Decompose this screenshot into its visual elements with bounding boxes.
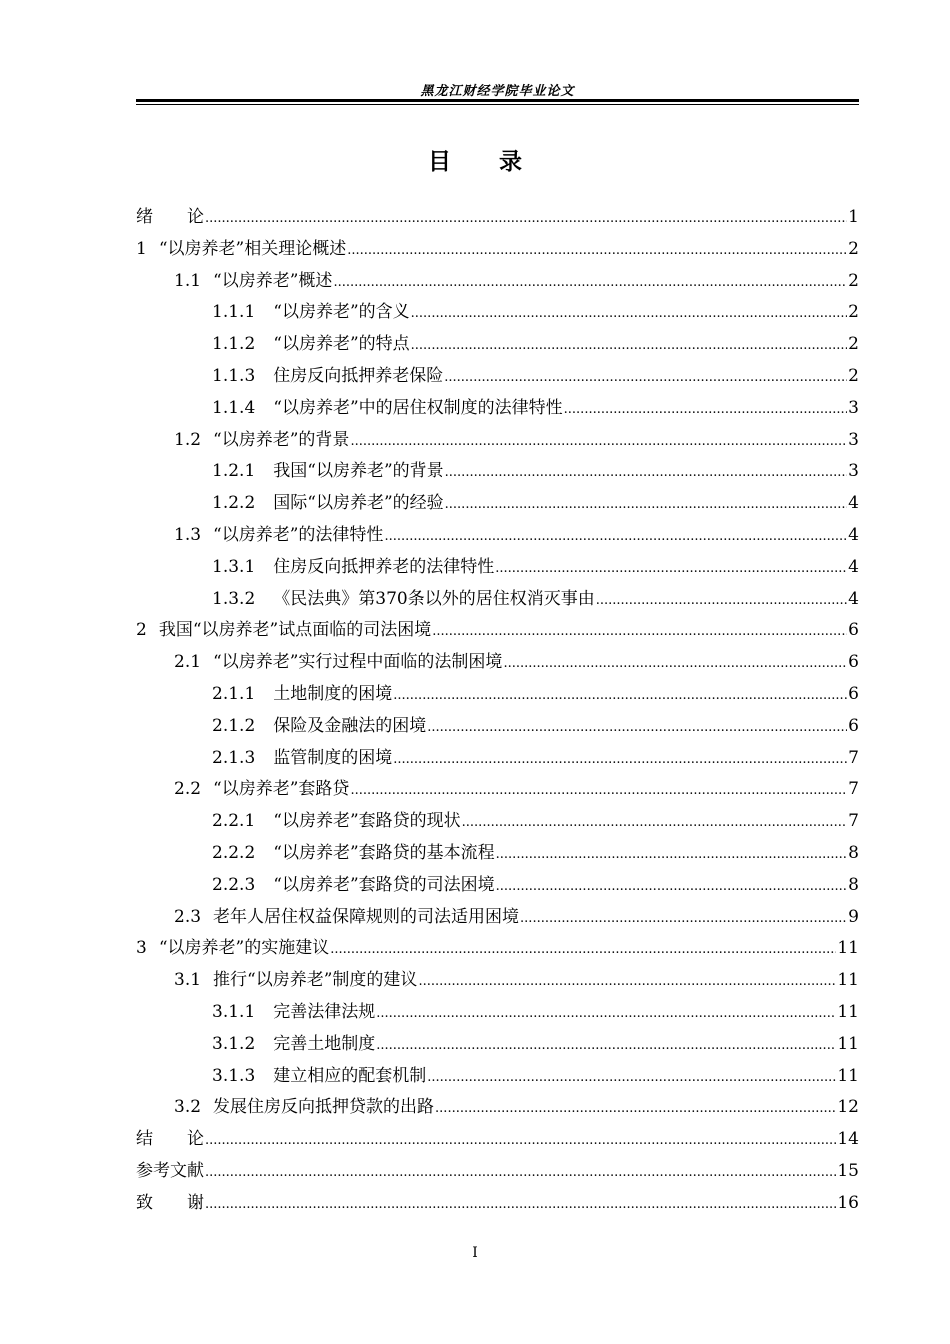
toc-entry-page: 8 bbox=[848, 874, 859, 895]
toc-entry-number: 2.2 bbox=[174, 779, 202, 800]
toc-entry-number: 1.1 bbox=[174, 270, 202, 291]
toc-entry-title: 致 谢 bbox=[136, 1192, 204, 1213]
toc-leader-dots bbox=[444, 362, 847, 394]
toc-leader-dots bbox=[330, 934, 836, 966]
toc-leader-dots bbox=[520, 903, 847, 935]
toc-entry[interactable] bbox=[136, 266, 859, 298]
toc-leader-dots bbox=[393, 680, 847, 712]
toc-entry-title: 完善土地制度 bbox=[273, 1033, 376, 1054]
toc-leader-dots bbox=[411, 298, 848, 330]
toc-leader-dots bbox=[376, 1030, 836, 1062]
toc-leader-dots bbox=[418, 966, 836, 998]
toc-leader-dots bbox=[205, 1189, 836, 1221]
toc-entry-title: 建立相应的配套机制 bbox=[273, 1065, 427, 1086]
toc-entry-number: 2.2.2 bbox=[212, 842, 256, 863]
toc-leader-dots bbox=[596, 585, 847, 617]
toc-entry[interactable] bbox=[136, 425, 859, 457]
toc-entry-page: 2 bbox=[848, 302, 859, 323]
toc-entry[interactable] bbox=[136, 297, 859, 329]
toc-entry-title: 老年人居住权益保障规则的司法适用困境 bbox=[213, 906, 520, 927]
toc-leader-dots bbox=[427, 712, 847, 744]
toc-entry-number: 1.1.3 bbox=[212, 365, 256, 386]
toc-entry-title: 监管制度的困境 bbox=[273, 747, 393, 768]
toc-entry-page: 11 bbox=[837, 1033, 859, 1054]
toc-entry[interactable] bbox=[136, 202, 859, 234]
toc-entry-number: 2.3 bbox=[174, 906, 202, 927]
toc-entry-number: 1.3 bbox=[174, 524, 202, 545]
toc-entry-number: 1.1.4 bbox=[212, 397, 256, 418]
toc-entry-number: 3.1 bbox=[174, 970, 202, 991]
toc-entry-number: 2.2.1 bbox=[212, 811, 256, 832]
toc-leader-dots bbox=[205, 203, 847, 235]
toc-entry[interactable] bbox=[136, 1156, 859, 1188]
toc-entry-page: 4 bbox=[848, 493, 859, 514]
toc-entry[interactable] bbox=[136, 679, 859, 711]
toc-entry-page: 15 bbox=[837, 1160, 859, 1181]
toc-entry-title: “以房养老”套路贷的现状 bbox=[273, 811, 461, 832]
toc-entry[interactable] bbox=[136, 1092, 859, 1124]
toc-leader-dots bbox=[435, 1093, 836, 1125]
toc-entry-number: 2.1.3 bbox=[212, 747, 256, 768]
toc-entry-title: 结 论 bbox=[136, 1129, 204, 1150]
table-of-contents bbox=[136, 202, 859, 1220]
toc-leader-dots bbox=[445, 489, 848, 521]
toc-entry-page: 9 bbox=[848, 906, 859, 927]
toc-entry-number: 2 bbox=[136, 620, 147, 641]
toc-entry-page: 2 bbox=[848, 334, 859, 355]
toc-leader-dots bbox=[564, 394, 848, 426]
toc-entry-title: 完善法律法规 bbox=[273, 1001, 376, 1022]
toc-entry-page: 2 bbox=[848, 365, 859, 386]
toc-entry[interactable] bbox=[136, 584, 859, 616]
toc-entry[interactable] bbox=[136, 774, 859, 806]
toc-leader-dots bbox=[411, 330, 848, 362]
toc-entry-title: 我国“以房养老”的背景 bbox=[273, 461, 444, 482]
toc-entry-page: 14 bbox=[837, 1129, 859, 1150]
toc-entry-number: 1 bbox=[136, 238, 147, 259]
toc-leader-dots bbox=[347, 235, 847, 267]
title-char-right: 录 bbox=[499, 149, 522, 175]
toc-entry-page: 3 bbox=[848, 461, 859, 482]
toc-entry-title: “以房养老”实行过程中面临的法制困境 bbox=[213, 652, 503, 673]
toc-entry-title: “以房养老”概述 bbox=[213, 270, 333, 291]
toc-entry-page: 6 bbox=[848, 620, 859, 641]
toc-entry-number: 3 bbox=[136, 938, 147, 959]
page-number: I bbox=[472, 1245, 478, 1261]
toc-entry-title: 参考文献 bbox=[136, 1160, 204, 1181]
toc-leader-dots bbox=[393, 744, 847, 776]
toc-entry[interactable] bbox=[136, 1188, 859, 1220]
toc-entry-page: 4 bbox=[848, 556, 859, 577]
toc-entry[interactable] bbox=[136, 965, 859, 997]
toc-entry-page: 16 bbox=[837, 1192, 859, 1213]
toc-entry[interactable] bbox=[136, 933, 859, 965]
page-title bbox=[0, 143, 950, 176]
toc-entry[interactable] bbox=[136, 711, 859, 743]
title-char-left: 目 bbox=[427, 149, 451, 175]
toc-entry-title: “以房养老”套路贷的司法困境 bbox=[273, 874, 495, 895]
toc-leader-dots bbox=[462, 807, 848, 839]
toc-entry-page: 3 bbox=[848, 429, 859, 450]
toc-leader-dots bbox=[495, 553, 847, 585]
toc-entry-title: 推行“以房养老”制度的建议 bbox=[213, 970, 418, 991]
toc-entry-page: 11 bbox=[837, 970, 859, 991]
toc-entry-title: “以房养老”相关理论概述 bbox=[158, 238, 347, 259]
toc-leader-dots bbox=[205, 1125, 836, 1157]
toc-leader-dots bbox=[503, 648, 847, 680]
toc-entry-number: 1.2.1 bbox=[212, 461, 256, 482]
toc-entry-title: “以房养老”的背景 bbox=[213, 429, 350, 450]
toc-entry[interactable] bbox=[136, 1061, 859, 1093]
toc-entry[interactable] bbox=[136, 361, 859, 393]
toc-entry-page: 2 bbox=[848, 270, 859, 291]
toc-leader-dots bbox=[432, 616, 847, 648]
toc-leader-dots bbox=[376, 998, 836, 1030]
toc-entry[interactable] bbox=[136, 393, 859, 425]
toc-entry-page: 6 bbox=[848, 652, 859, 673]
header-rule-thick bbox=[136, 99, 859, 102]
toc-entry-title: “以房养老”套路贷 bbox=[213, 779, 350, 800]
running-header: 黑龙江财经学院毕业论文 bbox=[420, 84, 575, 99]
toc-entry[interactable] bbox=[136, 806, 859, 838]
toc-leader-dots bbox=[496, 839, 848, 871]
toc-entry-page: 6 bbox=[848, 683, 859, 704]
toc-entry[interactable] bbox=[136, 552, 859, 584]
toc-entry-number: 3.1.2 bbox=[212, 1033, 256, 1054]
toc-entry[interactable] bbox=[136, 647, 859, 679]
toc-entry-number: 3.1.1 bbox=[212, 1001, 256, 1022]
toc-entry-title: “以房养老”中的居住权制度的法律特性 bbox=[273, 397, 563, 418]
toc-entry-title: “以房养老”的特点 bbox=[273, 334, 410, 355]
toc-entry-page: 11 bbox=[837, 938, 859, 959]
toc-leader-dots bbox=[427, 1062, 836, 1094]
toc-leader-dots bbox=[496, 871, 848, 903]
toc-entry-title: 土地制度的困境 bbox=[273, 683, 393, 704]
toc-entry-page: 7 bbox=[848, 779, 859, 800]
toc-entry[interactable] bbox=[136, 329, 859, 361]
toc-entry-title: “以房养老”套路贷的基本流程 bbox=[273, 842, 495, 863]
toc-leader-dots bbox=[333, 267, 847, 299]
toc-entry-page: 4 bbox=[848, 588, 859, 609]
toc-leader-dots bbox=[350, 775, 847, 807]
toc-entry-number: 3.1.3 bbox=[212, 1065, 256, 1086]
toc-leader-dots bbox=[384, 521, 847, 553]
toc-entry-page: 11 bbox=[837, 1001, 859, 1022]
toc-entry-title: 国际“以房养老”的经验 bbox=[273, 493, 444, 514]
toc-entry-title: 保险及金融法的困境 bbox=[273, 715, 427, 736]
toc-entry-title: 我国“以房养老”试点面临的司法困境 bbox=[158, 620, 432, 641]
toc-entry-page: 2 bbox=[848, 238, 859, 259]
toc-entry-title: 住房反向抵押养老的法律特性 bbox=[273, 556, 495, 577]
toc-entry-title: “以房养老”的含义 bbox=[273, 302, 410, 323]
toc-entry[interactable] bbox=[136, 520, 859, 552]
toc-entry-number: 2.1.1 bbox=[212, 683, 256, 704]
toc-entry-number: 1.3.2 bbox=[212, 588, 256, 609]
toc-entry-title: 住房反向抵押养老保险 bbox=[273, 365, 444, 386]
toc-entry-number: 2.2.3 bbox=[212, 874, 256, 895]
toc-entry-page: 3 bbox=[848, 397, 859, 418]
toc-entry-number: 1.1.2 bbox=[212, 334, 256, 355]
toc-leader-dots bbox=[205, 1157, 836, 1189]
toc-entry-page: 4 bbox=[848, 524, 859, 545]
toc-entry-title: 绪 论 bbox=[136, 207, 204, 227]
toc-entry-page: 8 bbox=[848, 842, 859, 863]
toc-entry[interactable] bbox=[136, 456, 859, 488]
toc-entry[interactable] bbox=[136, 870, 859, 902]
toc-entry-number: 2.1.2 bbox=[212, 715, 256, 736]
toc-entry-page: 6 bbox=[848, 715, 859, 736]
toc-entry-title: “以房养老”的法律特性 bbox=[213, 524, 384, 545]
toc-entry-number: 3.2 bbox=[174, 1097, 202, 1118]
toc-entry-page: 1 bbox=[848, 207, 859, 227]
toc-entry[interactable] bbox=[136, 838, 859, 870]
toc-entry-page: 11 bbox=[837, 1065, 859, 1086]
toc-entry-title: 《民法典》第370条以外的居住权消灭事由 bbox=[273, 588, 595, 609]
toc-entry-title: 发展住房反向抵押贷款的出路 bbox=[213, 1097, 435, 1118]
toc-entry-page: 12 bbox=[837, 1097, 859, 1118]
toc-entry-number: 1.3.1 bbox=[212, 556, 256, 577]
toc-entry-page: 7 bbox=[848, 811, 859, 832]
toc-entry[interactable] bbox=[136, 1124, 859, 1156]
toc-entry-page: 7 bbox=[848, 747, 859, 768]
toc-entry[interactable] bbox=[136, 743, 859, 775]
toc-entry-number: 1.2 bbox=[174, 429, 202, 450]
toc-entry[interactable] bbox=[136, 488, 859, 520]
toc-entry[interactable] bbox=[136, 1029, 859, 1061]
toc-entry-title: “以房养老”的实施建议 bbox=[158, 938, 330, 959]
toc-entry-number: 1.1.1 bbox=[212, 302, 256, 323]
header-rule-thin bbox=[136, 104, 859, 105]
toc-entry[interactable] bbox=[136, 615, 859, 647]
toc-entry[interactable] bbox=[136, 902, 859, 934]
toc-leader-dots bbox=[350, 426, 847, 458]
toc-entry[interactable] bbox=[136, 997, 859, 1029]
toc-entry-number: 1.2.2 bbox=[212, 493, 256, 514]
toc-leader-dots bbox=[445, 457, 848, 489]
toc-entry-number: 2.1 bbox=[174, 652, 202, 673]
toc-entry[interactable] bbox=[136, 234, 859, 266]
